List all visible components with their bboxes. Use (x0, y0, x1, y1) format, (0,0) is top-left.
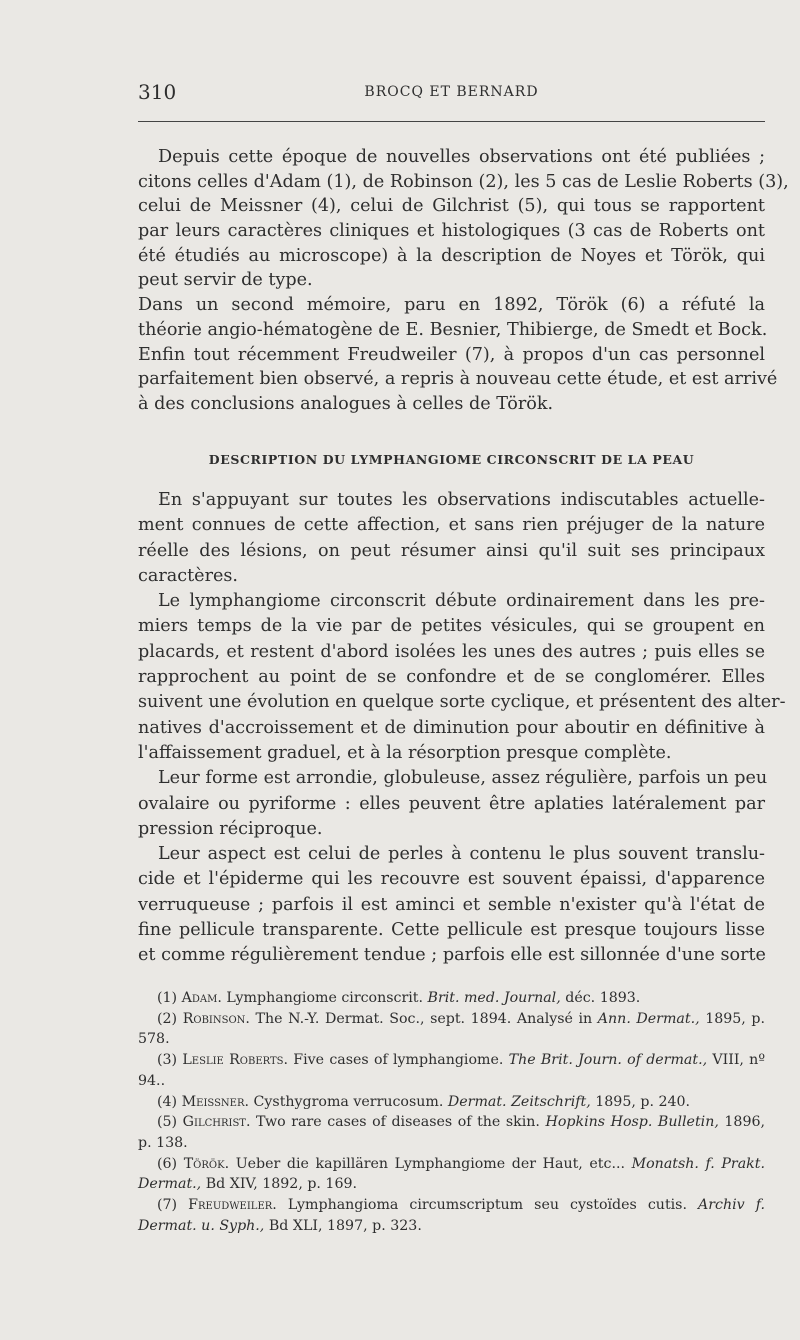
header-rule (138, 121, 765, 122)
text-line: citons celles d'Adam (1), de Robinson (2), les 5 cas de Leslie Roberts (3), (138, 171, 789, 192)
footnote (138, 1195, 765, 1236)
footnote-journal: Hopkins Hosp. Bulletin, (545, 1114, 719, 1131)
text-line: théorie angio-hématogène de E. Besnier, Thibierge, de Smedt et Bock. (138, 319, 768, 340)
footnote-journal: Ann. Dermat., (597, 1010, 700, 1027)
footnote-num: (6) (157, 1155, 178, 1172)
text-line: suivent une évolution en quelque sorte cyclique, et présentent des alter- (138, 692, 786, 713)
footnote-num: (1) (157, 990, 178, 1006)
body-text-section-1 (138, 145, 789, 417)
paragraph (138, 145, 789, 293)
text-line: et comme régulièrement tendue ; parfois elle est sillonnée d'une sorte (138, 945, 766, 966)
footnote-details: VIII, nº 94.. (138, 1052, 765, 1089)
text-line: En s'appuyant sur toutes les observations indiscutables actuelle- (158, 490, 765, 510)
footnote-title: Two rare cases of diseases of the skin. (256, 1114, 540, 1131)
paragraph (138, 842, 765, 968)
text-line: Depuis cette époque de nouvelles observations ont été publiées ; (158, 147, 765, 167)
text-line: caractères. (138, 565, 239, 586)
text-line: ovalaire ou pyriforme : elles peuvent être aplaties latéralement par (138, 793, 765, 814)
footnote-num: (2) (157, 1010, 178, 1027)
text-line: l'affaissement graduel, et à la résorption presque complète. (138, 742, 672, 763)
footnote-author: Gilchrist. (182, 1114, 251, 1131)
footnote-title: Lymphangiome circonscrit. (226, 990, 423, 1006)
footnote-journal: Dermat. Zeitschrift, (447, 1093, 591, 1110)
text-line: celui de Meissner (4), celui de Gilchrist (5), qui tous se rapportent (138, 196, 765, 217)
footnote-num: (7) (157, 1197, 178, 1214)
footnote (138, 1154, 765, 1195)
text-line: peut servir de type. (138, 270, 313, 291)
footnote-num: (5) (157, 1114, 178, 1131)
text-line: parfaitement bien observé, a repris à nouveau cette étude, et est arrivé (138, 369, 778, 390)
text-line: Dans un second mémoire, paru en 1892, Török (6) a réfuté la (138, 295, 765, 316)
footnote-details: 1895, p. 578. (138, 1010, 765, 1048)
footnotes (138, 988, 765, 1236)
footnote-details: Bd XLI, 1897, p. 323. (268, 1217, 422, 1234)
text-line: miers temps de la vie par de petites vésicules, qui se groupent en (138, 616, 765, 637)
paragraph (138, 343, 778, 417)
body-text-section-2 (138, 488, 786, 969)
paragraph (138, 488, 765, 589)
page-number: 310 (138, 80, 177, 104)
footnote-title: Cysthygroma verrucosum. (253, 1093, 444, 1110)
footnote-title: Lymphangioma circumscriptum seu cystoïdes cutis. (287, 1197, 687, 1214)
text-line: Leur aspect est celui de perles à contenu le plus souvent translu- (158, 844, 765, 865)
footnote-author: Robinson. (182, 1010, 250, 1027)
paragraph (138, 293, 768, 342)
text-line: fine pellicule transparente. Cette pellicule est presque toujours lisse (138, 920, 765, 941)
text-line: pression réciproque. (138, 818, 323, 839)
footnote-title: Five cases of lymphangiome. (293, 1052, 504, 1069)
footnote-details: 1896, p. 138. (138, 1114, 766, 1151)
footnote-details: 1895, p. 240. (595, 1093, 691, 1110)
text-line: par leurs caractères cliniques et histologiques (3 cas de Roberts ont (138, 221, 765, 242)
text-line: natives d'accroissement et de diminution pour aboutir en définitive à (138, 717, 765, 738)
footnote-num: (4) (157, 1093, 178, 1110)
paragraph (138, 589, 786, 766)
footnote-num: (3) (157, 1052, 178, 1069)
text-line: placards, et restent d'abord isolées les unes des autres ; puis elles se (138, 641, 765, 662)
footnote-journal: The Brit. Journ. of dermat., (508, 1052, 708, 1069)
footnote-author: Adam. (181, 990, 222, 1006)
footnote-journal: Brit. med. Journal, (427, 990, 561, 1006)
paragraph (138, 766, 768, 842)
footnote (138, 988, 765, 1009)
text-line: Leur forme est arrondie, globuleuse, assez régulière, parfois un peu (158, 768, 768, 789)
footnote-author: Török. (183, 1155, 230, 1172)
text-line: à des conclusions analogues à celles de Török. (138, 393, 554, 414)
footnote (138, 1009, 765, 1050)
footnote-details: Bd XIV, 1892, p. 169. (205, 1176, 358, 1193)
text-line: Le lymphangiome circonscrit débute ordinairement dans les pre- (158, 591, 765, 612)
footnote-author: Leslie Roberts. (182, 1052, 289, 1069)
footnote-journal: Monatsh. f. Prakt. Dermat., (138, 1155, 765, 1193)
footnote (138, 1050, 765, 1091)
running-title: BROCQ ET BERNARD (364, 84, 539, 100)
running-header (138, 80, 765, 110)
footnote-title: Ueber die kapillären Lymphangiome der Haut, etc... (235, 1155, 625, 1172)
text-line: verruqueuse ; parfois il est aminci et semble n'exister qu'à l'état de (138, 894, 765, 915)
footnote-author: Meissner. (181, 1093, 250, 1110)
text-line: Enfin tout récemment Freudweiler (7), à propos d'un cas personnel (138, 344, 765, 365)
text-line: cide et l'épiderme qui les recouvre est souvent épaissi, d'apparence (138, 869, 765, 890)
text-line: réelle des lésions, on peut résumer ainsi qu'il suit ses principaux (138, 540, 765, 561)
footnote (138, 1112, 765, 1153)
section-heading: DESCRIPTION DU LYMPHANGIOME CIRCONSCRIT DE LA PEAU (208, 452, 695, 467)
text-line: rapprochent au point de se confondre et de se conglomérer. Elles (138, 667, 765, 688)
text-line: ment connues de cette affection, et sans rien préjuger de la nature (138, 515, 765, 536)
footnote (138, 1092, 765, 1113)
text-line: été étudiés au microscope) à la description de Noyes et Török, qui (138, 245, 765, 266)
footnote-journal: Archiv f. Dermat. u. Syph., (138, 1197, 765, 1234)
footnote-title: The N.-Y. Dermat. Soc., sept. 1894. Analysé in (255, 1010, 593, 1027)
footnote-details: déc. 1893. (565, 990, 641, 1006)
footnote-author: Freudweiler. (188, 1197, 277, 1214)
